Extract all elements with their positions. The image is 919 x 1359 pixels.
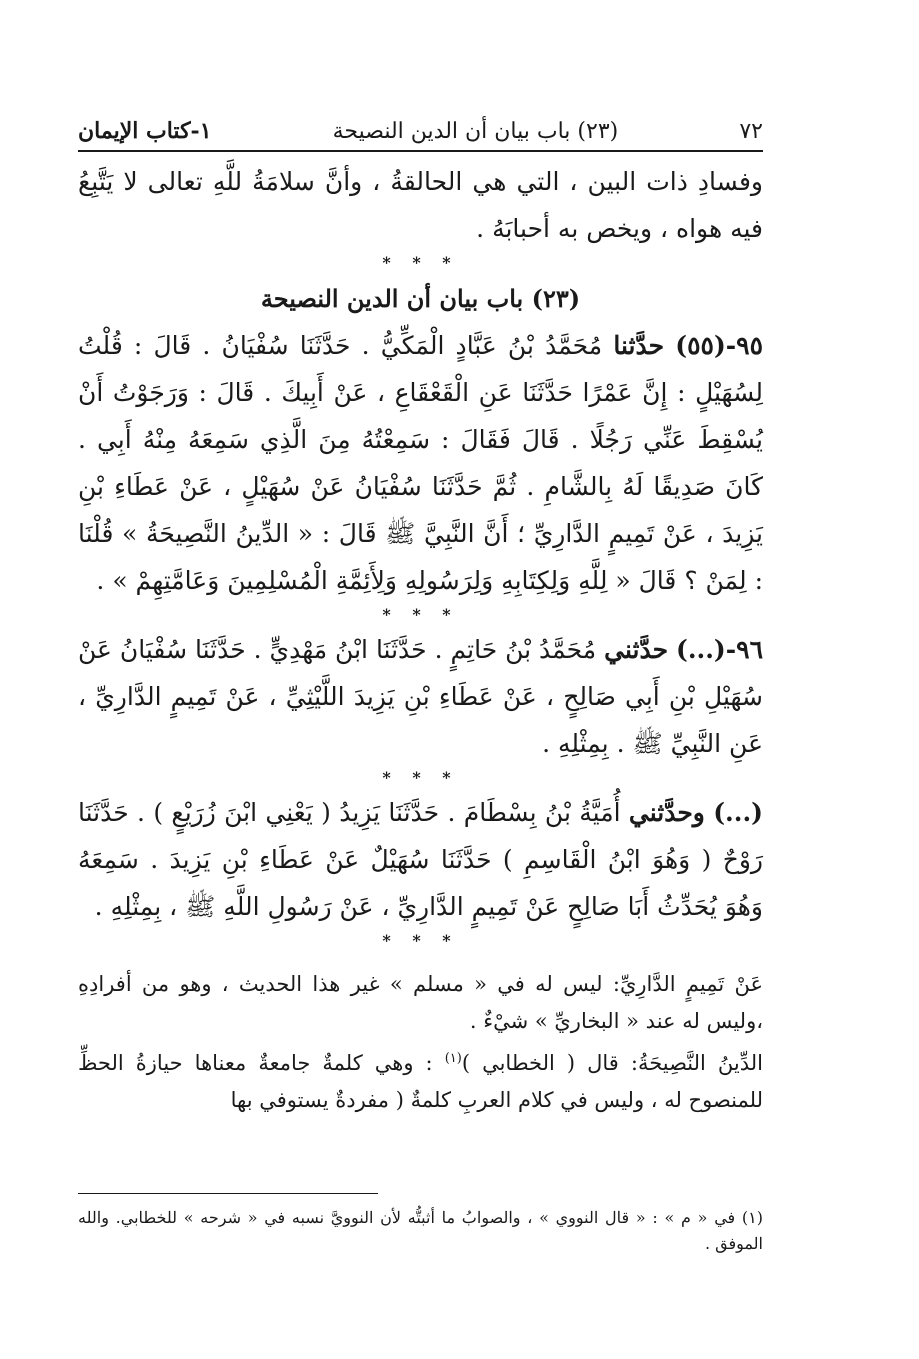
commentary-paragraph-2 [78, 1040, 763, 1119]
isnad-intro: حدَّثنا [613, 331, 665, 360]
intro-paragraph: وفسادِ ذات البين ، التي هي الحالقةُ ، وأنَّ سلامَةُ للَّهِ تعالى لا يَتَّبِعُ فيه هواه ، ويخص به أحبابَهُ . [78, 167, 763, 243]
chapter-title: (٢٣) باب بيان أن الدين النصيحة [260, 284, 581, 313]
page [78, 118, 763, 1119]
isnad-intro: وحدَّثني [628, 798, 705, 827]
separator-stars: * * * [382, 768, 459, 787]
separator-stars: * * * [382, 931, 459, 950]
footnote-ref: (١) [444, 1051, 462, 1066]
hadith-96 [78, 626, 763, 767]
hadith-text: مُحَمَّدُ بْنُ حَاتِمٍ . حَدَّثَنَا ابْنُ مَهْدِيٍّ . حَدَّثَنَا سُفْيَانُ عَنْ سُهَيْلِ بْنِ أَبِي صَالِحٍ ، عَنْ عَطَاءِ بْنِ يَزِيدَ اللَّيْثِيِّ ، عَنْ تَمِيمٍ الدَّارِيِّ ، عَنِ النَّبِيِّ ﷺ . بِمِثْلِهِ . [78, 635, 763, 758]
commentary-lead: الدِّينُ النَّصِيحَةُ: قال ( الخطابي ) [461, 1051, 764, 1075]
separator-stars: * * * [382, 253, 459, 272]
footnote-divider [78, 1193, 378, 1194]
section-title: (٢٣) باب بيان أن الدين النصيحة [332, 119, 619, 144]
hadith-number: ٩٥-(٥٥) [675, 331, 764, 360]
hadith-text: مُحَمَّدُ بْنُ عَبَّادٍ الْمَكِّيُّ . حَدَّثَنَا سُفْيَانُ . قَالَ : قُلْتُ لِسُهَيْلٍ : إِنَّ عَمْرًا حَدَّثَنَا عَنِ الْقَعْقَاعِ ، عَنْ أَبِيكَ . قَالَ : وَرَجَوْتُ أَنْ يُسْقِطَ عَنِّي رَجُلًا . قَالَ فَقَالَ : سَمِعْتُهُ مِنَ الَّذِي سَمِعَهُ مِنْهُ أَبِي . كَانَ صَدِيقًا لَهُ بِالشَّامِ . ثُمَّ حَدَّثَنَا سُفْيَانُ عَنْ سُهَيْلٍ ، عَنْ عَطَاءِ بْنِ يَزِيدَ ، عَنْ تَمِيمٍ الدَّارِيِّ ؛ أَنَّ النَّبِيَّ ﷺ قَالَ : « الدِّينُ النَّصِيحَةُ » قُلْنَا : لِمَنْ ؟ قَالَ « لِلَّهِ وَلِكِتَابِهِ وَلِرَسُولِهِ وَلِأَئِمَّةِ الْمُسْلِمِينَ وَعَامَّتِهِمْ » . [78, 331, 763, 595]
hadith-number: ٩٦-(...) [675, 635, 763, 664]
page-number: ٧٢ [739, 119, 763, 144]
commentary [78, 966, 763, 1119]
book-title: ١-كتاب الإيمان [78, 118, 212, 144]
separator-stars: * * * [382, 605, 459, 624]
running-head [78, 118, 763, 152]
hadith-96-variant [78, 789, 763, 930]
hadith-text: أُمَيَّةُ بْنُ بِسْطَامَ . حَدَّثَنَا يَزِيدُ ( يَعْنِي ابْنَ زُرَيْعٍ ) . حَدَّثَنَا رَوْحٌ ( وَهُوَ ابْنُ الْقَاسِمِ ) حَدَّثَنَا سُهَيْلٌ عَنْ عَطَاءِ بْنِ يَزِيدَ . سَمِعَهُ وَهُوَ يُحَدِّثُ أَبَا صَالِحٍ عَنْ تَمِيمٍ الدَّارِيِّ ، عَنْ رَسُولِ اللَّهِ ﷺ ، بِمِثْلِهِ . [78, 798, 763, 921]
footnote: (١) في « م » : « قال النووي » ، والصوابُ ما أثبتُّه لأن النوويَّ نسبه في « شرحه » للخطابي. والله الموفق . [78, 1208, 763, 1253]
hadith-95 [78, 322, 763, 604]
commentary-paragraph-1: عَنْ تَمِيمٍ الدَّارِيِّ: ليس له في « مسلم » غير هذا الحديث ، وهو من أفرادِهِ ،وليس له عند « البخاريِّ » شيْءٌ . [78, 972, 763, 1033]
isnad-intro: حدَّثني [604, 635, 669, 664]
hadith-number: (...) [713, 798, 763, 827]
commentary-text: : وهي كلمةٌ جامعةٌ معناها حيازةُ الحظِّ للمنصوح له ، وليس في كلام العربِ كلمةٌ ( مفردةٌ يستوفي بها [78, 1051, 763, 1112]
main-text [78, 158, 763, 952]
